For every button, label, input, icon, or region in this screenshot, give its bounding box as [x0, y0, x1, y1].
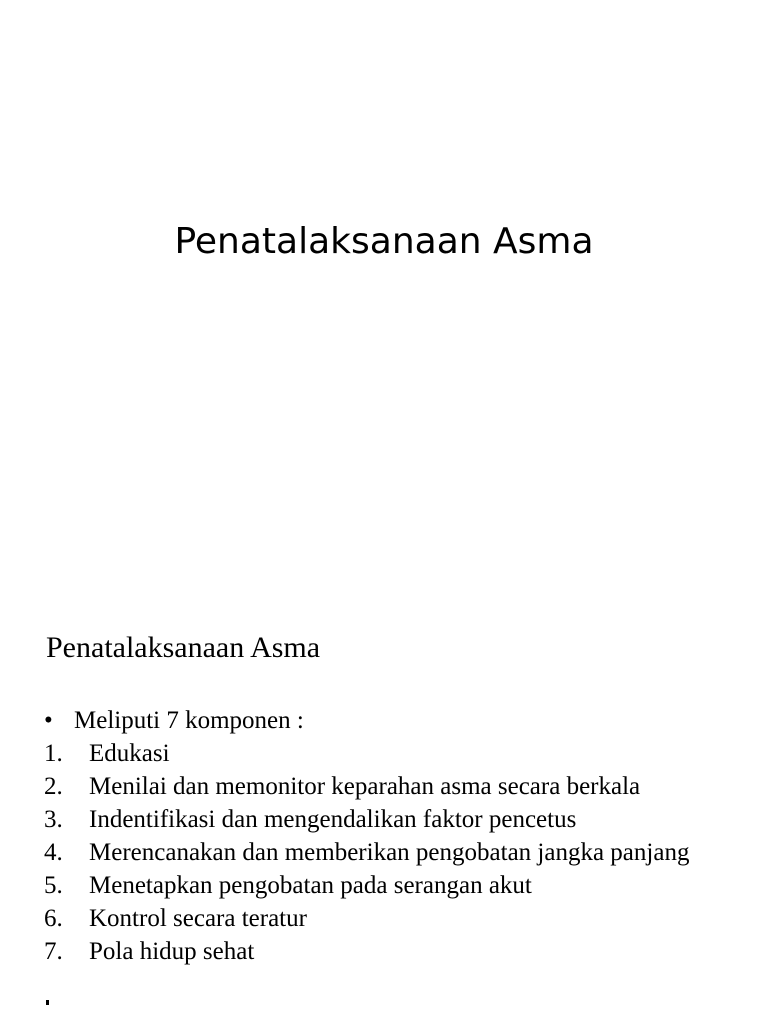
- list-item: [44, 741, 744, 767]
- list-item-text: Indentifikasi dan mengendalikan faktor pencetus: [89, 806, 577, 833]
- list-item-number: 6.: [44, 905, 63, 932]
- list-item-text: Edukasi: [89, 740, 170, 767]
- trailing-bullet-dot: [46, 1000, 49, 1005]
- list-item: [44, 873, 744, 899]
- content-heading: Penatalaksanaan Asma: [46, 631, 321, 664]
- list-item: [44, 774, 744, 800]
- slide-title: Penatalaksanaan Asma: [174, 221, 594, 262]
- list-item-text: Menilai dan memonitor keparahan asma secara berkala: [89, 773, 641, 800]
- list-item-number: 5.: [44, 872, 63, 899]
- content-slide: [0, 600, 768, 1024]
- content-list: [44, 708, 744, 972]
- list-item: [44, 807, 744, 833]
- list-item-number: 7.: [44, 938, 63, 965]
- list-item-text: Merencanakan dan memberikan pengobatan jangka panjang: [89, 839, 690, 866]
- list-item-number: 1.: [44, 740, 63, 767]
- list-item-text: Pola hidup sehat: [89, 938, 255, 965]
- bullet-item: [44, 708, 744, 734]
- list-item-number: 4.: [44, 839, 63, 866]
- list-item-number: 3.: [44, 806, 63, 833]
- list-item-number: 2.: [44, 773, 63, 800]
- bullet-text: Meliputi 7 komponen :: [74, 707, 304, 734]
- list-item: [44, 939, 744, 965]
- list-item: [44, 840, 744, 866]
- bullet-marker: •: [44, 707, 53, 734]
- list-item: [44, 906, 744, 932]
- list-item-text: Menetapkan pengobatan pada serangan akut: [89, 872, 532, 899]
- list-item-text: Kontrol secara teratur: [89, 905, 307, 932]
